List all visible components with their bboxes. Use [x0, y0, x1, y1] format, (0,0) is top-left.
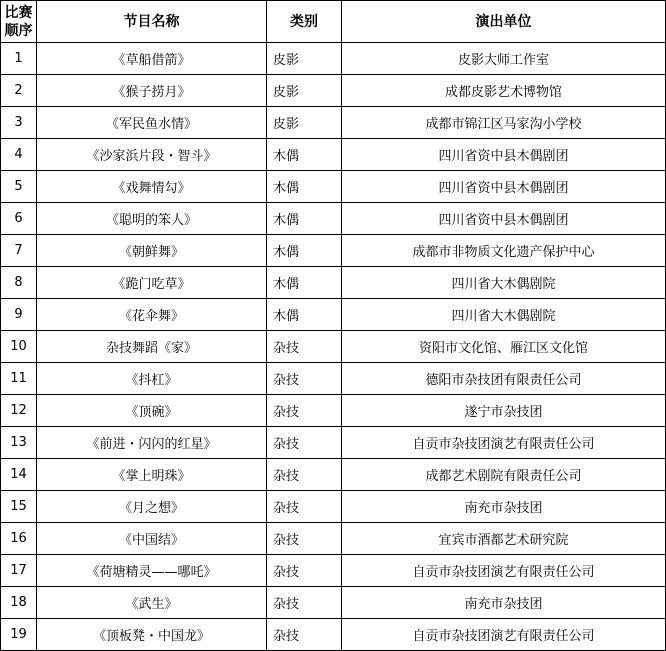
- program-name-cell: 《草船借箭》: [37, 43, 267, 75]
- row-number-cell: 9: [1, 299, 37, 331]
- row-number-cell: 4: [1, 139, 37, 171]
- program-name-cell: 《中国结》: [37, 523, 267, 555]
- table-row: [1, 171, 666, 203]
- category-cell: 杂技: [267, 459, 342, 491]
- table-row: [1, 427, 666, 459]
- row-number-cell: 16: [1, 523, 37, 555]
- category-cell: 木偶: [267, 235, 342, 267]
- program-name-cell: 《顶板凳・中国龙》: [37, 619, 267, 651]
- performer-unit-cell: 四川省资中县木偶剧团: [342, 171, 666, 203]
- header-unit: 演出单位: [342, 1, 666, 43]
- performer-unit-cell: 遂宁市杂技团: [342, 395, 666, 427]
- header-program: 节目名称: [37, 1, 267, 43]
- category-cell: 杂技: [267, 555, 342, 587]
- row-number-cell: 14: [1, 459, 37, 491]
- category-cell: 皮影: [267, 107, 342, 139]
- performer-unit-cell: 成都市锦江区马家沟小学校: [342, 107, 666, 139]
- table-row: [1, 395, 666, 427]
- table-row: [1, 587, 666, 619]
- program-name-cell: 杂技舞蹈《家》: [37, 331, 267, 363]
- row-number-cell: 5: [1, 171, 37, 203]
- row-number-cell: 18: [1, 587, 37, 619]
- performer-unit-cell: 资阳市文化馆、雁江区文化馆: [342, 331, 666, 363]
- performer-unit-cell: 皮影大师工作室: [342, 43, 666, 75]
- program-name-cell: 《朝鲜舞》: [37, 235, 267, 267]
- program-name-cell: 《顶碗》: [37, 395, 267, 427]
- performer-unit-cell: 德阳市杂技团有限责任公司: [342, 363, 666, 395]
- performer-unit-cell: 四川省大木偶剧院: [342, 267, 666, 299]
- category-cell: 杂技: [267, 587, 342, 619]
- table-row: [1, 43, 666, 75]
- category-cell: 杂技: [267, 427, 342, 459]
- program-name-cell: 《抖杠》: [37, 363, 267, 395]
- header-row: [1, 1, 666, 43]
- table-row: [1, 203, 666, 235]
- table-row: [1, 235, 666, 267]
- header-order: 比赛顺序: [1, 1, 37, 43]
- table-body: [1, 43, 666, 651]
- program-name-cell: 《跪门吃草》: [37, 267, 267, 299]
- performer-unit-cell: 成都市非物质文化遗产保护中心: [342, 235, 666, 267]
- program-name-cell: 《猴子捞月》: [37, 75, 267, 107]
- category-cell: 木偶: [267, 267, 342, 299]
- performer-unit-cell: 成都艺术剧院有限责任公司: [342, 459, 666, 491]
- category-cell: 皮影: [267, 43, 342, 75]
- table-row: [1, 491, 666, 523]
- program-name-cell: 《荷塘精灵——哪吒》: [37, 555, 267, 587]
- program-name-cell: 《花伞舞》: [37, 299, 267, 331]
- program-name-cell: 《掌上明珠》: [37, 459, 267, 491]
- program-name-cell: 《沙家浜片段・智斗》: [37, 139, 267, 171]
- table-row: [1, 331, 666, 363]
- performer-unit-cell: 南充市杂技团: [342, 587, 666, 619]
- header-category: 类别: [267, 1, 342, 43]
- table-row: [1, 267, 666, 299]
- category-cell: 杂技: [267, 491, 342, 523]
- performer-unit-cell: 自贡市杂技团演艺有限责任公司: [342, 619, 666, 651]
- row-number-cell: 3: [1, 107, 37, 139]
- row-number-cell: 10: [1, 331, 37, 363]
- performer-unit-cell: 南充市杂技团: [342, 491, 666, 523]
- performer-unit-cell: 自贡市杂技团演艺有限责任公司: [342, 555, 666, 587]
- performer-unit-cell: 四川省资中县木偶剧团: [342, 139, 666, 171]
- table-row: [1, 75, 666, 107]
- row-number-cell: 2: [1, 75, 37, 107]
- performer-unit-cell: 四川省资中县木偶剧团: [342, 203, 666, 235]
- row-number-cell: 15: [1, 491, 37, 523]
- table-row: [1, 523, 666, 555]
- row-number-cell: 12: [1, 395, 37, 427]
- table-row: [1, 363, 666, 395]
- program-name-cell: 《月之想》: [37, 491, 267, 523]
- table-row: [1, 459, 666, 491]
- performer-unit-cell: 四川省大木偶剧院: [342, 299, 666, 331]
- table-row: [1, 107, 666, 139]
- row-number-cell: 13: [1, 427, 37, 459]
- category-cell: 杂技: [267, 619, 342, 651]
- table-row: [1, 299, 666, 331]
- category-cell: 木偶: [267, 203, 342, 235]
- performer-unit-cell: 自贡市杂技团演艺有限责任公司: [342, 427, 666, 459]
- performer-unit-cell: 成都皮影艺术博物馆: [342, 75, 666, 107]
- row-number-cell: 7: [1, 235, 37, 267]
- program-name-cell: 《前进・闪闪的红星》: [37, 427, 267, 459]
- row-number-cell: 17: [1, 555, 37, 587]
- row-number-cell: 8: [1, 267, 37, 299]
- performer-unit-cell: 宜宾市酒都艺术研究院: [342, 523, 666, 555]
- row-number-cell: 19: [1, 619, 37, 651]
- row-number-cell: 6: [1, 203, 37, 235]
- table-row: [1, 619, 666, 651]
- row-number-cell: 1: [1, 43, 37, 75]
- category-cell: 皮影: [267, 75, 342, 107]
- category-cell: 木偶: [267, 299, 342, 331]
- category-cell: 杂技: [267, 363, 342, 395]
- category-cell: 杂技: [267, 331, 342, 363]
- table-row: [1, 555, 666, 587]
- row-number-cell: 11: [1, 363, 37, 395]
- program-name-cell: 《戏舞情勾》: [37, 171, 267, 203]
- table-row: [1, 139, 666, 171]
- program-name-cell: 《聪明的笨人》: [37, 203, 267, 235]
- program-name-cell: 《武生》: [37, 587, 267, 619]
- category-cell: 木偶: [267, 171, 342, 203]
- category-cell: 杂技: [267, 523, 342, 555]
- category-cell: 木偶: [267, 139, 342, 171]
- program-name-cell: 《军民鱼水情》: [37, 107, 267, 139]
- category-cell: 杂技: [267, 395, 342, 427]
